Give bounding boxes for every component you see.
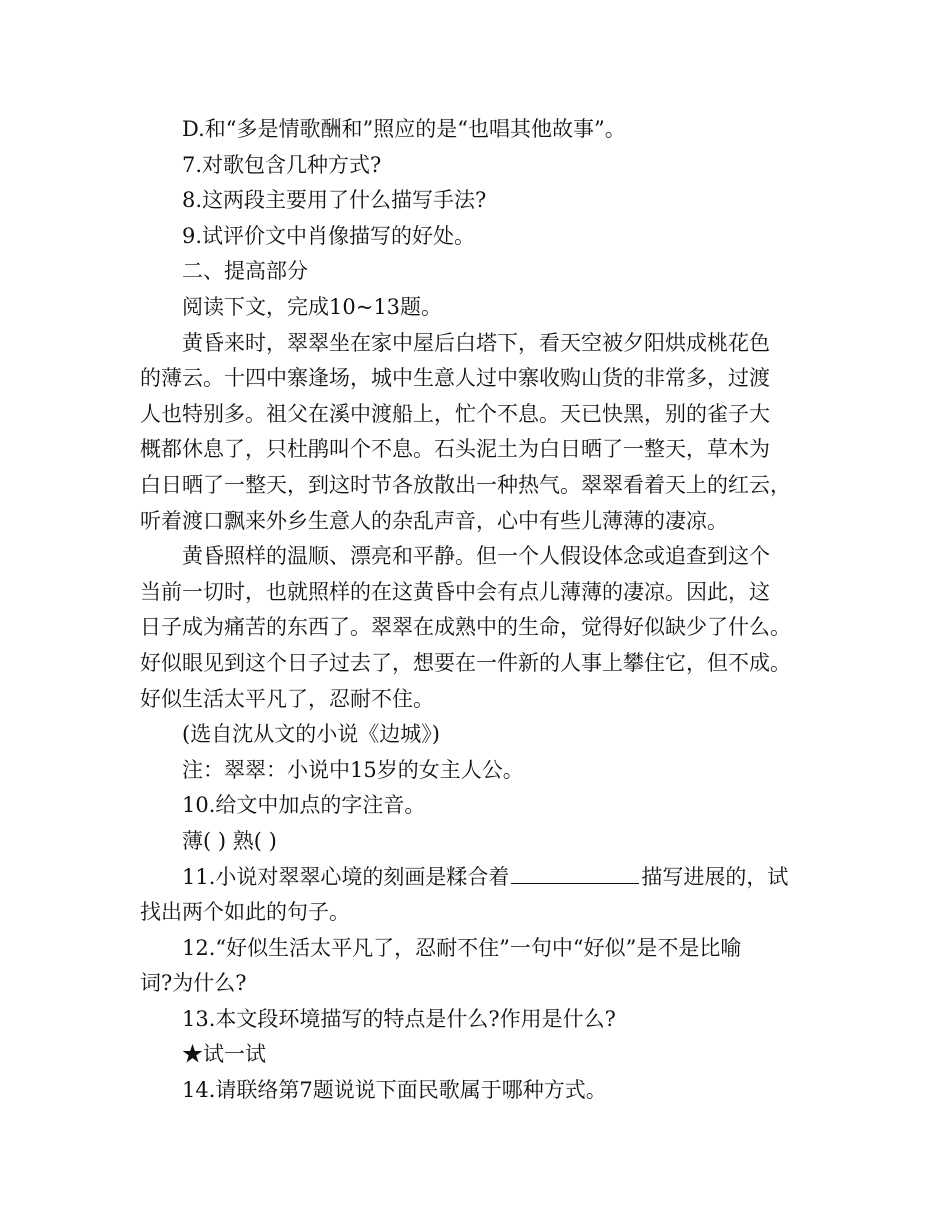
pinyin-blanks: 薄( ) 熟( ) bbox=[182, 828, 277, 853]
source-note: (选自沈从文的小说《边城》) bbox=[182, 722, 440, 747]
question-10: 10.给文中加点的字注音。 bbox=[182, 793, 426, 818]
reading-instruction: 阅读下文，完成10~13题。 bbox=[182, 294, 443, 319]
passage-line: 白日晒了一整天，到这时节各放散出一种热气。翠翠看着天上的红云， bbox=[140, 472, 791, 497]
passage-line: 黄昏来时，翠翠坐在家中屋后白塔下，看天空被夕阳烘成桃花色 bbox=[182, 330, 770, 355]
try-it-heading: ★试一试 bbox=[182, 1042, 266, 1067]
annotation-note: 注：翠翠：小说中15岁的女主人公。 bbox=[182, 757, 524, 782]
question-9: 9.试评价文中肖像描写的好处。 bbox=[182, 223, 476, 248]
passage-line: 当前一切时，也就照样的在这黄昏中会有点儿薄薄的凄凉。因此，这 bbox=[140, 579, 770, 604]
passage-line: 的薄云。十四中寨逢场，城中生意人过中寨收购山货的非常多，过渡 bbox=[140, 366, 770, 391]
answer-blank[interactable] bbox=[511, 859, 639, 884]
question-7: 7.对歌包含几种方式? bbox=[182, 152, 382, 177]
passage-line: 日子成为痛苦的东西了。翠翠在成熟中的生命，觉得好似缺少了什么。 bbox=[140, 615, 791, 640]
question-11-part-2: 描写进展的，试 bbox=[641, 865, 789, 890]
question-8: 8.这两段主要用了什么描写手法? bbox=[182, 188, 487, 213]
document-body bbox=[140, 112, 820, 1109]
question-12: 12.“好似生活太平凡了，忍耐不住”一句中“好似”是不是比喻 bbox=[182, 935, 742, 960]
question-11-part-1: 11.小说对翠翠心境的刻画是糅合着 bbox=[182, 865, 510, 890]
passage-line: 好似眼见到这个日子过去了，想要在一件新的人事上攀住它，但不成。 bbox=[140, 650, 791, 675]
passage-line: 听着渡口飘来外乡生意人的杂乱声音，心中有些儿薄薄的凄凉。 bbox=[140, 508, 728, 533]
question-11-continued: 找出两个如此的句子。 bbox=[140, 900, 350, 925]
question-11 bbox=[140, 859, 820, 895]
question-14: 14.请联络第7题说说下面民歌属于哪种方式。 bbox=[182, 1078, 607, 1103]
passage-line: 概都休息了，只杜鹃叫个不息。石头泥土为白日晒了一整天，草木为 bbox=[140, 437, 770, 462]
passage-line: 好似生活太平凡了，忍耐不住。 bbox=[140, 686, 434, 711]
question-13: 13.本文段环境描写的特点是什么?作用是什么? bbox=[182, 1006, 616, 1031]
section-heading: 二、提高部分 bbox=[182, 259, 308, 284]
passage-line: 黄昏照样的温顺、漂亮和平静。但一个人假设体念或追查到这个 bbox=[182, 544, 770, 569]
question-12-continued: 词?为什么? bbox=[140, 971, 247, 996]
passage-line: 人也特别多。祖父在溪中渡船上，忙个不息。天已快黑，别的雀子大 bbox=[140, 401, 770, 426]
option-d-line: D.和“多是情歌酬和”照应的是“也唱其他故事”。 bbox=[182, 117, 626, 141]
